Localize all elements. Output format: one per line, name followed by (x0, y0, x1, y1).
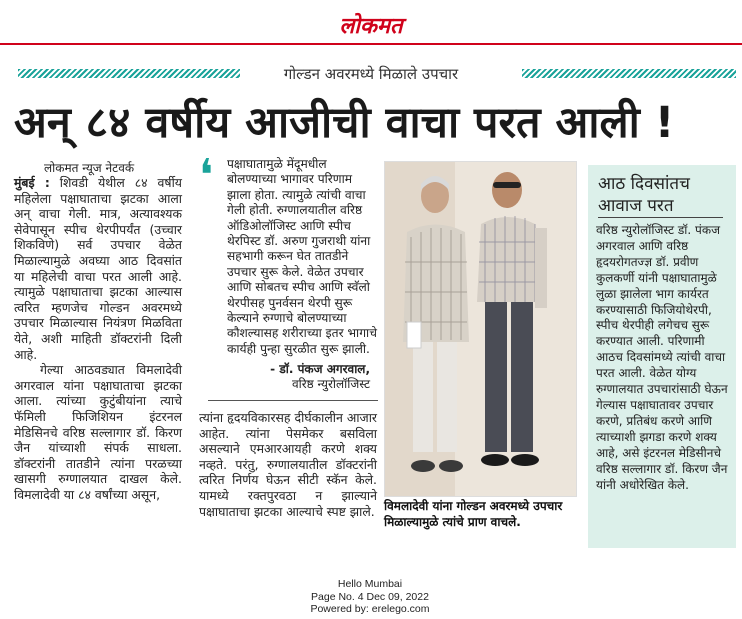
sidebar-divider (598, 217, 723, 218)
footer-edition: Hello Mumbai (337, 578, 403, 590)
continued-paragraph: त्यांना हृदयविकारसह दीर्घकालीन आजार आहेत. त्यांना पेसमेकर बसविला असल्याने एमआरआयही करणे शक्य नव्हते. परंतु, रुग्णालयातील डॉक्टरांनी त्वरित निर्णय घेऊन सीटी स्कॅन केले. यामध्ये रक्तपुरवठा न झाल्याने पक्षाघाताचा झटका आल्याचे स्पष्ट झाले. (199, 410, 377, 519)
sidebar-text: वरिष्ठ न्युरोलॉजिस्ट डॉ. पंकज अगरवाल आणि वरिष्ठ हृदयरोगतज्ज्ञ डॉ. प्रवीण कुलकर्णी यांनी पक्षाघातामुळे लुळा झालेला भाग कार्यरत करण्यासाठी फिजियोथेरपी, स्पीच थेरपीही लगेचच सुरू करण्यात आली. परिणामी आठच दिवसांमध्ये त्यांची वाचा परत आली. वेळेत योग्य रुग्णालयात उपचारांसाठी घेऊन गेल्यास पक्षाघातावर उपचार करणे, प्रतिबंध करणे आणि त्याच्याशी झगडा करणे शक्य आहे, असे इंटरनल मेडिसीनचे वरिष्ठ सल्लागार डॉ. किरण जैन यांनी अधोरेखित केले. (596, 223, 728, 492)
kicker-hatch-right (522, 69, 736, 78)
kicker-hatch-left (18, 69, 240, 78)
headline: अन् ८४ वर्षीय आजीची वाचा परत आली ! (14, 98, 675, 148)
sidebar-heading: आठ दिवसांतच आवाज परत (598, 174, 690, 216)
pull-quote: पक्षाघातामुळे मेंदूमधील बोलण्याच्या भागावर परिणाम झाला होता. त्यामुळे त्यांची वाचा गेली होती. रुग्णालयातील वरिष्ठ ऑडिओलॉजिस्ट आणि स्पीच थेरपिस्ट डॉ. अरुण गुजराथी यांना सहभागी करून घेत तातडीने उपचार सुरू केले. वेळेत उपचार आणि सोबतच स्पीच आणि स्वॅलो थेरपीसह पुनर्वसन थेरपी सुरू केल्याने रुग्णाचे बोलण्याच्या कौशल्यासह शरीराच्या इतर भागाचे कार्यही पुन्हा सुरळीत सुरू झाली. (227, 157, 377, 356)
page-footer (270, 578, 470, 616)
dateline: मुंबई : (14, 175, 50, 190)
photo-caption: विमलादेवी यांना गोल्डन अवरमध्ये उपचार मिळाल्यामुळे त्यांचे प्राण वाचले. (384, 499, 563, 529)
quote-divider (208, 400, 378, 401)
article-column-1 (14, 175, 182, 502)
footer-powered-by: Powered by: erelego.com (310, 603, 430, 615)
quote-attribution (250, 362, 370, 392)
quote-author: - डॉ. पंकज अगरवाल, (270, 362, 370, 376)
article-column-2 (199, 410, 377, 519)
news-photo (384, 161, 577, 497)
lead-paragraph (14, 175, 182, 362)
quote-mark-icon: ❛ (199, 150, 214, 201)
photo-illustration (385, 162, 576, 496)
quote-role: वरिष्ठ न्युरोलॉजिस्ट (291, 377, 370, 391)
masthead-rule (0, 43, 742, 45)
lead-text: शिवडी येथील ८४ वर्षीय महिलेला पक्षाघाताचा झटका आला अन् वाचा गेली. मात्र, अत्यावश्यक सेवेपासून स्पीच थेरपीपर्यंत (उच्चार शिकविणे) सर्व उपचार वेळेत मिळाल्यामुळे अवघ्या आठ दिवसांत या महिलेची वाचा परत आली आहे. त्यामुळे पक्षाघाताचा झटका आल्यास त्वरित म्हणजेच गोल्डन अवरमध्ये उपचार मिळाल्यास नियंत्रण मिळविता येते, अशी माहिती डॉक्टरांनी दिली आहे. (14, 175, 182, 362)
body-paragraph: गेल्या आठवड्यात विमलादेवी अगरवाल यांना पक्षाघाताचा झटका आला. त्यांच्या कुटुंबीयांना त्याचे फॅमिली फिजिशियन इंटरनल मेडिसिनचे वरिष्ठ सल्लागार डॉ. किरण जैन यांच्याशी संपर्क साधला. डॉक्टरांनी तातडीने त्यांना परळच्या खासगी रुग्णालयात दाखल केले. विमलादेवी या ८४ वर्षांच्या असून, (14, 362, 182, 502)
byline: लोकमत न्यूज नेटवर्क (44, 161, 135, 175)
masthead-logo: लोकमत (339, 14, 403, 39)
footer-page-date: Page No. 4 Dec 09, 2022 (311, 590, 429, 603)
kicker: गोल्डन अवरमध्ये मिळाले उपचार (283, 65, 459, 83)
